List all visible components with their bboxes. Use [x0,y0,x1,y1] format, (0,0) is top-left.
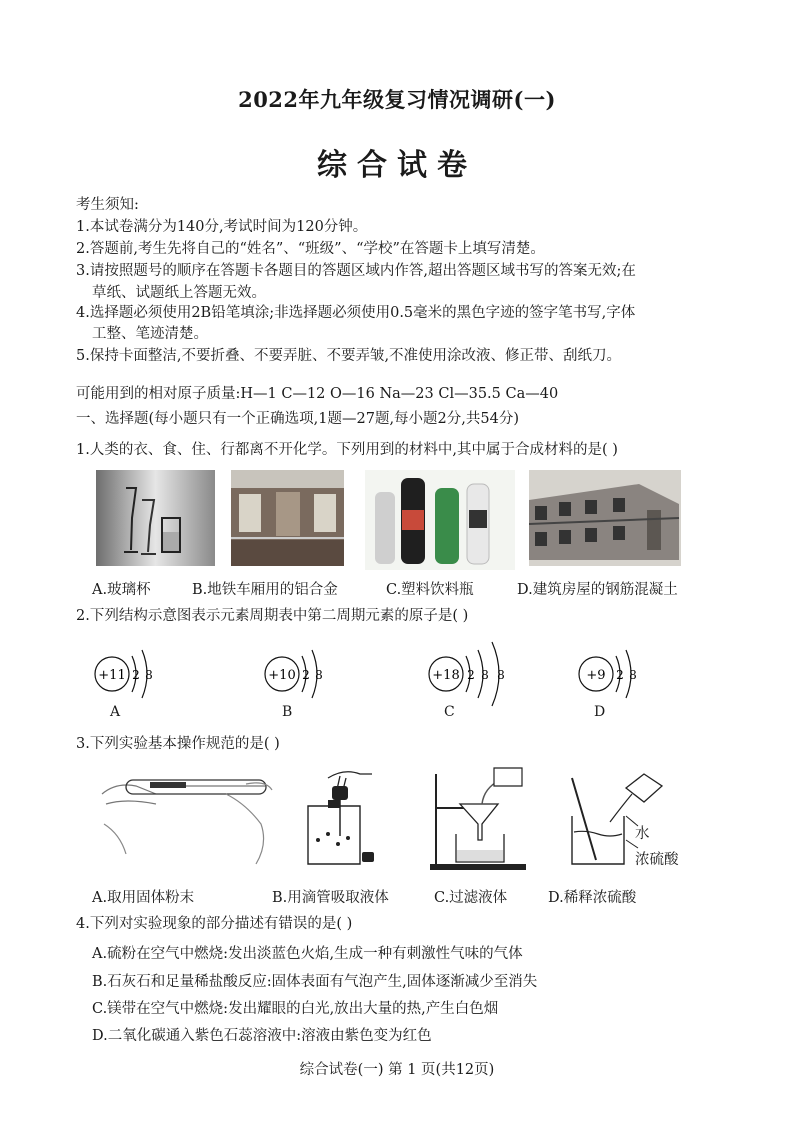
shell-electrons: 8 [481,668,489,682]
atom-diagram-c [426,640,522,708]
water-label: 水 [635,826,650,842]
plastic-bottles-photo [365,470,515,570]
atomic-masses: 可能用到的相对原子质量:H—1 C—12 O—16 Na—23 Cl—35.5 Ca—40 [76,386,559,402]
q1-option-a: A.玻璃杯 [92,582,151,598]
concrete-building-photo [529,470,681,566]
atom-label-d: D [594,704,606,720]
nucleus-charge: +10 [268,668,296,683]
q3-option-c: C.过滤液体 [434,890,508,906]
notice-item: 5.保持卡面整洁,不要折叠、不要弄脏、不要弄皱,不准使用涂改液、修正带、刮纸刀。 [76,348,622,364]
notice-item: 工整、笔迹清楚。 [92,326,208,342]
q4-option-d: D.二氧化碳通入紫色石蕊溶液中:溶液由紫色变为红色 [92,1028,432,1044]
q4-option-b: B.石灰石和足量稀盐酸反应:固体表面有气泡产生,固体逐渐减少至消失 [92,974,538,990]
shell-electrons: 2 [302,668,310,682]
notice-heading: 考生须知: [76,197,139,213]
notice-item: 草纸、试题纸上答题无效。 [92,285,266,301]
shell-electrons: 2 [467,668,475,682]
nucleus-charge: +11 [98,668,126,683]
acid-label: 浓硫酸 [635,852,679,868]
notice-item: 3.请按照题号的顺序在答题卡各题目的答题区域内作答,超出答题区域书写的答案无效;在 [76,263,636,279]
section-heading: 一、选择题(每小题只有一个正确选项,1题—27题,每小题2分,共54分) [76,411,519,427]
q1-option-c: C.塑料饮料瓶 [386,582,474,598]
q4-option-a: A.硫粉在空气中燃烧:发出淡蓝色火焰,生成一种有刺激性气味的气体 [92,946,523,962]
filtration-setup-figure [430,764,540,872]
page-footer: 综合试卷(一) 第 1 页(共12页) [299,1062,495,1078]
shell-electrons: 8 [145,668,153,682]
subway-carriage-photo [231,470,344,566]
shell-electrons: 8 [629,668,637,682]
question-1-stem: 1.人类的衣、食、住、行都离不开化学。下列用到的材料中,其中属于合成材料的是( ) [76,442,618,458]
nucleus-charge: +18 [432,668,460,683]
q4-option-c: C.镁带在空气中燃烧:发出耀眼的白光,放出大量的热,产生白色烟 [92,1001,499,1017]
shell-electrons: 2 [616,668,624,682]
atom-label-c: C [444,704,455,720]
shell-electrons: 8 [497,668,505,682]
shell-electrons: 2 [132,668,140,682]
atom-diagram-a [92,644,172,704]
notice-item: 4.选择题必须使用2B铅笔填涂;非选择题必须使用0.5毫米的黑色字迹的签字笔书写,字体 [76,305,636,321]
q1-option-b: B.地铁车厢用的铝合金 [192,582,338,598]
q3-option-d: D.稀释浓硫酸 [548,890,637,906]
atom-label-a: A [110,704,121,720]
question-2-stem: 2.下列结构示意图表示元素周期表中第二周期元素的原子是( ) [76,608,469,624]
solid-powder-test-tube-figure [96,764,276,872]
notice-item: 1.本试卷满分为140分,考试时间为120分钟。 [76,219,368,235]
exam-title: 2022年九年级复习情况调研(一) [238,87,556,112]
q3-option-a: A.取用固体粉末 [92,890,195,906]
q1-option-d: D.建筑房屋的钢筋混凝土 [517,582,678,598]
atom-diagram-d [576,644,656,704]
question-3-stem: 3.下列实验基本操作规范的是( ) [76,736,280,752]
exam-subtitle: 综合试卷 [317,148,477,183]
notice-item: 2.答题前,考生先将自己的“姓名”、“班级”、“学校”在答题卡上填写清楚。 [76,241,545,257]
q3-option-b: B.用滴管吸取液体 [272,890,389,906]
question-4-stem: 4.下列对实验现象的部分描述有错误的是( ) [76,916,353,932]
nucleus-charge: +9 [586,668,606,683]
glass-cups-photo [96,470,215,566]
atom-label-b: B [282,704,293,720]
atom-diagram-b [262,644,342,704]
shell-electrons: 8 [315,668,323,682]
dropper-bottle-figure [298,764,380,872]
